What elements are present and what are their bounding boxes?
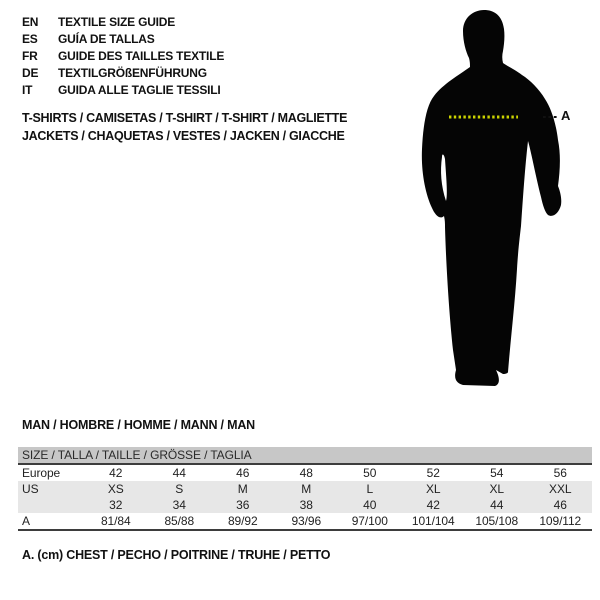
language-code: FR — [22, 49, 38, 64]
table-cell: 93/96 — [291, 514, 322, 528]
language-label: TEXTILE SIZE GUIDE — [58, 15, 176, 30]
table-header-row — [18, 447, 592, 464]
table-cell: L — [338, 481, 402, 497]
row-label: Europe — [22, 466, 61, 480]
category-line-jackets: JACKETS / CHAQUETAS / VESTES / JACKEN / GIACCHE — [22, 129, 345, 143]
language-row — [22, 14, 224, 31]
language-list — [22, 14, 224, 98]
table-cell: 81/84 — [100, 514, 131, 528]
table-cell: 109/112 — [539, 514, 582, 528]
table-row-europe — [18, 464, 592, 481]
table-cell: 32 — [84, 497, 148, 513]
table-cell: 44 — [172, 466, 186, 480]
language-code: DE — [22, 66, 39, 81]
table-cell: M — [275, 481, 339, 497]
man-silhouette-icon — [415, 5, 580, 395]
row-label — [18, 497, 84, 513]
table-cell: 97/100 — [351, 514, 388, 528]
table-cell: 38 — [275, 497, 339, 513]
size-table — [18, 447, 592, 531]
table-row-us — [18, 481, 592, 497]
table-cell: 89/92 — [227, 514, 258, 528]
table-header: SIZE / TALLA / TAILLE / GRÖSSE / TAGLIA — [18, 447, 592, 464]
table-cell: 56 — [553, 466, 567, 480]
measurement-label-a: A — [561, 108, 571, 123]
category-line-tshirts: T-SHIRTS / CAMISETAS / T-SHIRT / T-SHIRT / MAGLIETTE — [22, 111, 348, 125]
language-row — [22, 65, 224, 82]
table-cell: 36 — [211, 497, 275, 513]
table-row-uk — [18, 497, 592, 513]
table-cell: 46 — [529, 497, 593, 513]
language-label: GUÍA DE TALLAS — [58, 32, 155, 47]
language-code: ES — [22, 32, 38, 47]
language-label: GUIDA ALLE TAGLIE TESSILI — [58, 83, 221, 97]
table-cell: S — [148, 481, 212, 497]
table-cell: XS — [84, 481, 148, 497]
section-heading-man: MAN / HOMBRE / HOMME / MANN / MAN — [22, 418, 255, 432]
language-label: TEXTILGRÖßENFÜHRUNG — [58, 66, 207, 81]
table-cell: 34 — [148, 497, 212, 513]
language-row — [22, 82, 224, 99]
table-cell: 105/108 — [475, 514, 519, 528]
measurement-footnote: A. (cm) CHEST / PECHO / POITRINE / TRUHE / PETTO — [22, 548, 331, 562]
language-row — [22, 31, 224, 48]
language-row — [22, 48, 224, 65]
table-cell: 46 — [236, 466, 250, 480]
table-cell: 54 — [490, 466, 504, 480]
table-cell: 42 — [402, 497, 466, 513]
table-cell: XL — [465, 481, 529, 497]
table-cell: 48 — [299, 466, 313, 480]
table-cell: M — [211, 481, 275, 497]
table-cell: XXL — [529, 481, 593, 497]
table-cell: XL — [402, 481, 466, 497]
table-cell: 85/88 — [164, 514, 195, 528]
language-label: GUIDE DES TAILLES TEXTILE — [58, 49, 225, 64]
table-cell: 40 — [338, 497, 402, 513]
table-row-chest-a — [18, 513, 592, 530]
row-label: US — [18, 481, 84, 497]
row-label: A — [22, 514, 30, 528]
category-list — [22, 109, 347, 145]
table-cell: 50 — [363, 466, 377, 480]
language-code: EN — [22, 15, 39, 30]
language-code: IT — [22, 83, 33, 97]
table-cell: 42 — [109, 466, 123, 480]
table-cell: 44 — [465, 497, 529, 513]
table-cell: 52 — [426, 466, 440, 480]
man-silhouette-figure — [415, 5, 580, 395]
table-cell: 101/104 — [411, 514, 455, 528]
